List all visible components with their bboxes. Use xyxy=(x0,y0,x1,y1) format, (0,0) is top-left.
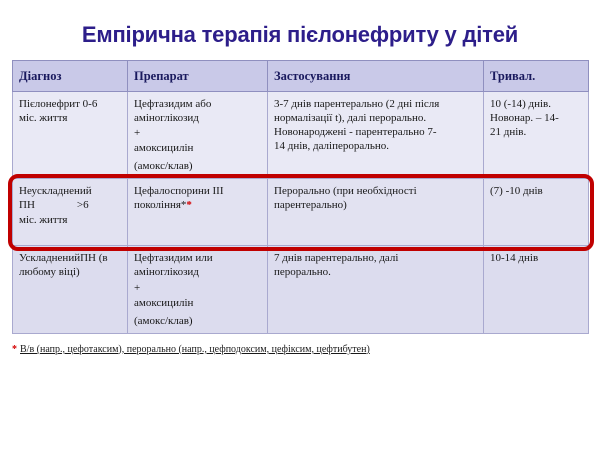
column-header-diagnosis: Діагноз xyxy=(13,61,128,92)
therapy-table xyxy=(12,60,589,334)
table-header-row xyxy=(13,61,589,92)
footnote xyxy=(12,344,588,355)
diagnosis-line-with-gap: ПН >6 xyxy=(19,199,89,212)
asterisk-marker: * xyxy=(12,343,17,355)
therapy-table-wrapper xyxy=(12,60,588,334)
table-row xyxy=(13,246,589,333)
cell-diagnosis: Пієлонефрит 0-6 міс. життя xyxy=(13,92,128,179)
cell-duration: (7) -10 днів xyxy=(484,179,589,246)
table-row xyxy=(13,92,589,179)
cell-duration: 10-14 днів xyxy=(484,246,589,333)
table-row xyxy=(13,179,589,246)
drug-line-with-star: покоління** xyxy=(134,199,192,212)
column-header-drug: Препарат xyxy=(128,61,268,92)
column-header-duration: Тривал. xyxy=(484,61,589,92)
cell-usage: 7 днів парентерально, далі перорально. xyxy=(268,246,484,333)
cell-drug: Цефтазидим або аміноглікозид + амоксицилін (амокс/клав) xyxy=(128,92,268,179)
page-title: Емпірична терапія пієлонефриту у дітей xyxy=(81,22,519,47)
cell-duration: 10 (-14) днів. Новонар. – 14- 21 днів. xyxy=(484,92,589,179)
cell-diagnosis: Неускладнений ПН >6 міс. життя xyxy=(13,179,128,246)
cell-usage: Перорально (при необхідності парентерально) xyxy=(268,179,484,246)
cell-diagnosis: УскладненийПН (в любому віці) xyxy=(13,246,128,333)
footnote-text: В/в (напр., цефотаксим), перорально (напр., цефподоксим, цефіксим, цефтибутен) xyxy=(20,343,370,355)
cell-usage: 3-7 днів парентерально (2 дні після нормалізації t), далі перорально. Новонароджені - парентерально 7- 14 днів, даліперорально. xyxy=(268,92,484,179)
cell-drug: Цефалоспорини ІІІ покоління** xyxy=(128,179,268,246)
asterisk-marker: * xyxy=(186,199,192,212)
cell-drug: Цефтазидим или аміноглікозид + амоксицилін (амокс/клав) xyxy=(128,246,268,333)
column-header-usage: Застосування xyxy=(268,61,484,92)
